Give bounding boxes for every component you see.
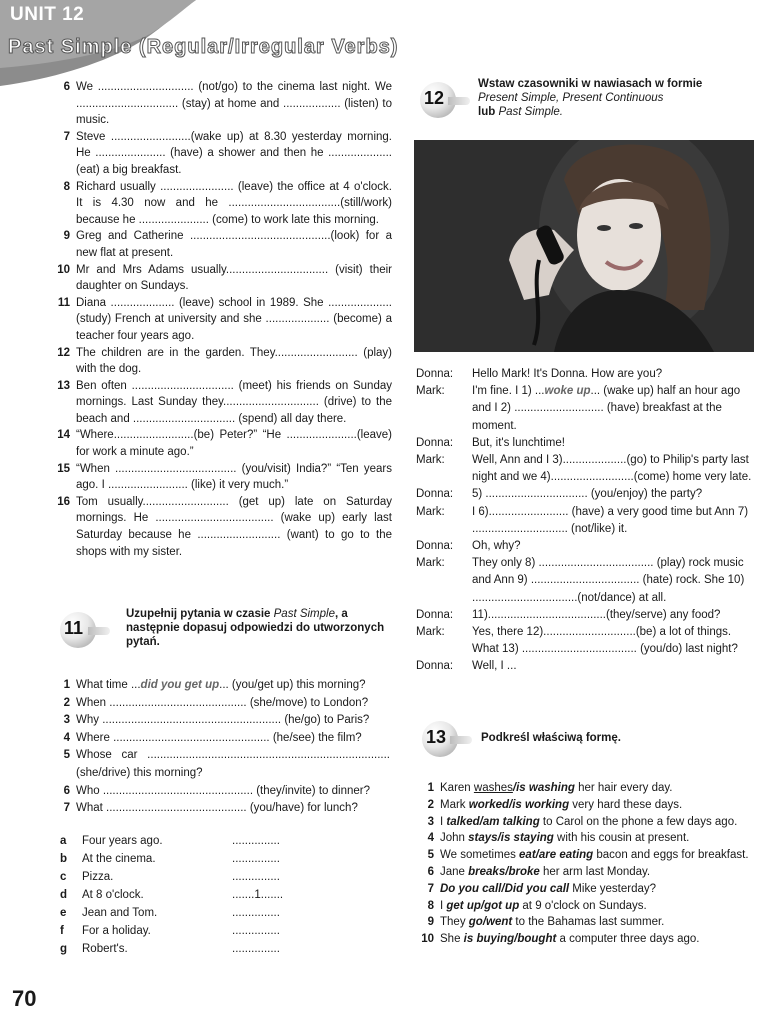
- line-text-start: I 6)......................... (have) a very good time but Ann 7) .............................. (not/like) it.: [472, 505, 749, 535]
- dialogue-line: [416, 607, 756, 624]
- item-number: 6: [63, 81, 70, 93]
- question-text-end: ... (you/get up) this morning?: [219, 679, 366, 691]
- answer-row: [60, 904, 300, 922]
- exercise-item: [50, 494, 392, 560]
- item-text: Ben often ................................ (meet) his friends on Sunday mornings. Last Sunday they.............................. (drive) to the beach and ................................ (spend) all day there.: [76, 379, 392, 425]
- answer-letter: f: [60, 925, 64, 937]
- dialogue-line: [416, 366, 756, 383]
- exercise-item: [50, 179, 392, 229]
- option-a: get up: [446, 899, 481, 912]
- item-text: [440, 780, 752, 797]
- option-separator: /: [512, 782, 517, 794]
- option-b: bought: [517, 933, 557, 946]
- line-text-start: They only 8) .................................... (play) rock music and Ann 9) .................................. (hate) rock. She 10) .................................(not/dance) at all.: [472, 557, 745, 604]
- option-separator: /: [497, 832, 501, 845]
- exercise-item: [50, 345, 392, 378]
- sentence-end: to the Bahamas last summer.: [512, 916, 665, 929]
- line-text-end: ... (wake up) half an hour ago and I 2) ............................ (have) breakfast at the moment.: [472, 385, 741, 432]
- choice-item: [414, 780, 752, 797]
- option-b: is washing: [516, 782, 575, 794]
- exercise-item: [50, 461, 392, 494]
- item-text: We .............................. (not/go) to the cinema last night. We ................................ (stay) at home and .................. (listen) to music.: [76, 81, 392, 127]
- answer-blank: ...............: [232, 853, 280, 865]
- item-text: [440, 847, 752, 864]
- exercise-12-badge: 12: [420, 80, 472, 118]
- sentence-start: Karen: [440, 782, 474, 794]
- item-text: [76, 747, 390, 782]
- option-a: go: [468, 916, 483, 929]
- sentence-start: Mark: [440, 798, 469, 811]
- item-text: [440, 864, 752, 881]
- answer-blank: ...............: [232, 835, 280, 847]
- line-text-start: Well, I ...: [472, 660, 517, 673]
- item-number: 10: [57, 263, 70, 276]
- question-item: [50, 677, 390, 695]
- answer-blank: .......1.......: [232, 889, 284, 901]
- line-text: [472, 504, 756, 538]
- item-number: 6: [63, 784, 70, 797]
- unit-title: Past Simple (Regular/Irregular Verbs): [8, 36, 399, 58]
- option-a: Do you call: [440, 882, 502, 895]
- sentence-end: very hard these days.: [569, 798, 683, 811]
- answer-text: At the cinema.: [82, 853, 156, 865]
- item-text: The children are in the garden. They.......................... (play) with the dog.: [76, 346, 392, 376]
- choice-item: [414, 898, 752, 915]
- item-number: 8: [427, 899, 434, 912]
- speaker: Donna:: [416, 436, 454, 449]
- sentence-start: They: [440, 916, 469, 929]
- item-number: 8: [63, 180, 70, 193]
- line-text-start: Hello Mark! It's Donna. How are you?: [472, 368, 663, 380]
- line-text-start: 11).....................................(they/serve) any food?: [472, 608, 721, 621]
- exercise-13-items: [414, 780, 752, 948]
- sentence-start: Jane: [440, 865, 469, 878]
- item-number: 4: [63, 731, 70, 744]
- dialogue-line: [416, 504, 756, 538]
- option-a: worked: [468, 798, 510, 811]
- question-text: Whose car ............................................................................ (she/drive) this morning?: [76, 749, 390, 779]
- choice-item: [414, 847, 752, 864]
- answer-text: Jean and Tom.: [82, 907, 158, 919]
- page-number: 70: [12, 986, 37, 1011]
- exercise-item: [50, 79, 392, 129]
- dialogue-line: [416, 435, 756, 452]
- option-b: am talking: [482, 815, 540, 828]
- line-text-start: Oh, why?: [472, 540, 521, 553]
- item-text: [440, 814, 752, 831]
- item-text: “Where.........................(be) Peter?” “He ......................(leave) for work a minute ago.”: [76, 429, 392, 459]
- item-number: 2: [63, 696, 70, 709]
- answer-row: [60, 832, 300, 850]
- sentence-start: John: [440, 832, 469, 845]
- item-text: Tom usually........................... (get up) late on Saturday mornings. He ..................................... (wake up) early last Saturday because he .......................... (want) to go to the shops with my sister.: [76, 495, 392, 558]
- sentence-end: with his cousin at present.: [553, 832, 690, 845]
- exercise-item: [50, 295, 392, 345]
- item-text: Greg and Catherine ............................................(look) for a new flat at present.: [76, 230, 392, 259]
- speaker: Donna:: [416, 660, 454, 673]
- speaker: Donna:: [416, 540, 454, 553]
- exercise-item: [50, 228, 392, 261]
- option-separator: /: [509, 798, 513, 811]
- question-text: Who ............................................... (they/invite) to dinner?: [76, 784, 370, 797]
- dialogue-line: [416, 555, 756, 607]
- dialogue-line: [416, 624, 756, 658]
- choice-item: [414, 830, 752, 847]
- exercise-10-continued: [50, 79, 392, 560]
- question-item: [50, 695, 390, 713]
- item-text: [76, 695, 390, 713]
- answer-letter: a: [60, 835, 67, 847]
- line-text: [472, 607, 756, 624]
- question-text: What ............................................ (you/have) for lunch?: [76, 802, 358, 815]
- woman-on-phone-photo: [414, 140, 754, 352]
- item-number: 1: [427, 782, 434, 794]
- item-number: 13: [57, 379, 70, 392]
- line-text: [472, 383, 756, 435]
- sentence-end: at 9 o'clock on Sundays.: [519, 899, 647, 912]
- choice-item: [414, 881, 752, 898]
- dialogue-line: [416, 383, 756, 435]
- line-text: [472, 486, 756, 503]
- option-separator: /: [482, 916, 487, 929]
- option-b: went: [486, 916, 513, 929]
- answer-row: [60, 850, 300, 868]
- speaker: Mark:: [416, 557, 445, 570]
- item-text: [76, 730, 390, 748]
- option-a: eat: [519, 849, 536, 862]
- answer-text: Robert's.: [82, 943, 128, 955]
- option-b: Did you call: [504, 882, 570, 895]
- option-a: is buying: [463, 933, 515, 946]
- item-text: [440, 898, 752, 915]
- exercise-13-badge: 13: [422, 719, 474, 757]
- question-text: Where ................................................. (he/see) the film?: [76, 731, 362, 744]
- item-number: 3: [63, 714, 70, 727]
- sentence-start: I: [440, 815, 447, 828]
- item-number: 14: [57, 429, 70, 442]
- item-text: [440, 931, 752, 948]
- item-number: 10: [421, 933, 434, 946]
- answer-text: Pizza.: [82, 871, 114, 883]
- item-number: 1: [63, 679, 70, 691]
- option-a: breaks: [468, 865, 506, 878]
- option-a: washes: [473, 782, 513, 794]
- option-separator: /: [505, 865, 509, 878]
- question-item: [50, 783, 390, 801]
- answer-row: [60, 940, 300, 958]
- sentence-start: She: [440, 933, 464, 946]
- question-item: [50, 800, 390, 818]
- item-number: 5: [63, 749, 70, 762]
- line-text-start: Yes, there 12).............................(be) a lot of things. What 13) .................................... (you/do) last night?: [472, 626, 738, 656]
- option-b: is working: [512, 798, 570, 811]
- item-text: [76, 677, 390, 695]
- option-separator: /: [535, 849, 539, 862]
- item-text: Mr and Mrs Adams usually................................ (visit) their daughter on Sundays.: [76, 263, 392, 293]
- option-separator: /: [480, 899, 485, 912]
- sentence-end: to Carol on the phone a few days ago.: [539, 815, 738, 828]
- line-text: [472, 452, 756, 486]
- answer-letter: b: [60, 853, 68, 865]
- line-text: [472, 435, 756, 452]
- item-number: 7: [427, 882, 434, 895]
- exercise-13-instruction: Podkreśl właściwą formę.: [481, 732, 621, 744]
- line-text-start: But, it's lunchtime!: [472, 436, 565, 449]
- item-text: Steve .........................(wake up) at 8.30 yesterday morning. He ...................... (have) a shower and then he .................... (eat) a big breakfast.: [76, 130, 392, 176]
- answer-text: Four years ago.: [82, 835, 163, 847]
- item-number: 5: [427, 849, 434, 862]
- answer-text: At 8 o'clock.: [82, 889, 144, 901]
- exercise-12-instruction: Wstaw czasowniki w nawiasach w formie Present Simple, Present Continuous lub Past Simple.: [478, 78, 703, 118]
- item-text: Diana .................... (leave) school in 1989. She .................... (study) French at university and she .................... (become) a teacher four years ago.: [76, 296, 392, 342]
- option-a: talked: [446, 815, 480, 828]
- dialogue-line: [416, 538, 756, 555]
- answer-blank: ...............: [232, 871, 280, 883]
- answer-row: [60, 922, 300, 940]
- choice-item: [414, 914, 752, 931]
- answer-letter: c: [60, 871, 67, 883]
- item-text: “When ...................................... (you/visit) India?” “Ten years ago. I ......................... (like) it very much.”: [76, 462, 392, 492]
- exercise-item: [50, 427, 392, 460]
- example-answer: did you get up: [140, 679, 220, 691]
- option-separator: /: [514, 933, 518, 946]
- item-text: [440, 797, 752, 814]
- example-answer: woke up: [544, 385, 591, 398]
- answer-letter: e: [60, 907, 67, 919]
- sentence-end: bacon and eggs for breakfast.: [593, 849, 749, 862]
- option-b: is staying: [500, 832, 554, 845]
- line-text-start: Well, Ann and I 3)....................(go) to Philip's party last night and we 4)..........................(come) home very late.: [472, 454, 752, 484]
- dialogue-line: [416, 452, 756, 486]
- exercise-11-instruction: Uzupełnij pytania w czasie Past Simple, a następnie dopasuj odpowiedzi do utworzonych pytań.: [126, 608, 385, 648]
- answer-blank: ...............: [232, 943, 280, 955]
- answer-blank: ...............: [232, 925, 280, 937]
- item-number: 12: [57, 346, 70, 359]
- question-text: What time ...: [76, 679, 141, 691]
- item-number: 7: [63, 802, 70, 815]
- question-item: [50, 730, 390, 748]
- choice-item: [414, 814, 752, 831]
- exercise-11-answers: [60, 832, 300, 958]
- option-b: broke: [508, 865, 540, 878]
- dialogue-line: [416, 486, 756, 503]
- answer-blank: ...............: [232, 907, 280, 919]
- exercise-12-dialogue: [416, 366, 756, 676]
- line-text: [472, 624, 756, 658]
- question-text: When ........................................... (she/move) to London?: [76, 696, 369, 709]
- answer-row: [60, 886, 300, 904]
- option-separator: /: [501, 882, 505, 895]
- speaker: Mark:: [416, 385, 445, 398]
- option-a: stays: [468, 832, 498, 845]
- speaker: Mark:: [416, 454, 445, 467]
- item-text: [440, 830, 752, 847]
- unit-label: UNIT 12: [10, 4, 85, 25]
- answer-text: For a holiday.: [82, 925, 151, 937]
- speaker: Donna:: [416, 488, 454, 501]
- item-text: [76, 800, 390, 818]
- choice-item: [414, 864, 752, 881]
- item-text: [440, 914, 752, 931]
- line-text: [472, 555, 756, 607]
- question-item: [50, 712, 390, 730]
- answer-letter: g: [60, 943, 68, 955]
- exercise-item: [50, 129, 392, 179]
- exercise-11-badge: 11: [60, 610, 112, 648]
- dialogue-line: [416, 658, 756, 675]
- exercise-11-questions: [50, 677, 390, 818]
- item-number: 6: [427, 865, 434, 878]
- sentence-end: a computer three days ago.: [556, 933, 700, 946]
- item-number: 2: [427, 798, 434, 811]
- choice-item: [414, 797, 752, 814]
- line-text: [472, 658, 756, 675]
- speaker: Donna:: [416, 368, 454, 380]
- sentence-start: I: [440, 899, 447, 912]
- answer-row: [60, 868, 300, 886]
- item-number: 16: [57, 495, 70, 508]
- line-text: [472, 538, 756, 555]
- question-item: [50, 747, 390, 782]
- item-number: 9: [63, 230, 70, 243]
- item-number: 7: [63, 130, 70, 143]
- line-text: [472, 366, 756, 383]
- item-text: [76, 712, 390, 730]
- item-number: 9: [427, 916, 434, 929]
- speaker: Mark:: [416, 626, 445, 639]
- option-separator: /: [479, 815, 483, 828]
- sentence-end: her hair every day.: [574, 782, 673, 794]
- item-text: [76, 783, 390, 801]
- item-number: 3: [427, 815, 434, 828]
- sentence-start: We sometimes: [440, 849, 520, 862]
- sentence-end: her arm last Monday.: [539, 865, 651, 878]
- line-text-start: 5) ................................ (you/enjoy) the party?: [472, 488, 703, 501]
- option-b: are eating: [538, 849, 594, 862]
- option-b: got up: [484, 899, 520, 912]
- sentence-end: Mike yesterday?: [569, 882, 657, 895]
- exercise-item: [50, 262, 392, 295]
- item-text: [440, 881, 752, 898]
- speaker: Mark:: [416, 505, 445, 518]
- line-text-start: I'm fine. I 1) ...: [472, 385, 545, 398]
- item-number: 11: [57, 296, 70, 309]
- item-number: 15: [57, 462, 70, 475]
- item-text: Richard usually ....................... (leave) the office at 4 o'clock. It is 4.30 now and he ...................................(still/work) because he ...................... (come) to work late this morning.: [76, 180, 392, 226]
- speaker: Donna:: [416, 608, 454, 621]
- question-text: Why ........................................................ (he/go) to Paris?: [76, 714, 370, 727]
- exercise-item: [50, 378, 392, 428]
- answer-letter: d: [60, 889, 68, 901]
- item-number: 4: [427, 832, 434, 845]
- choice-item: [414, 931, 752, 948]
